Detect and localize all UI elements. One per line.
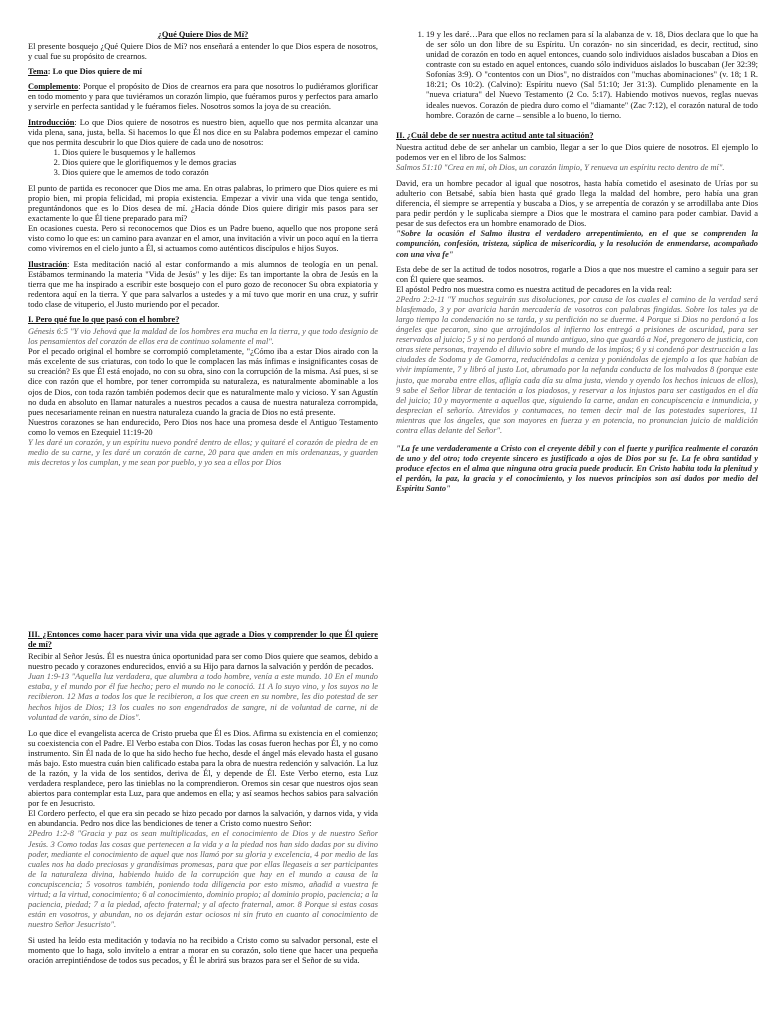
section3-quote-2: 2Pedro 1:2-8 "Gracia y paz os sean multiplicadas, en el conocimiento de Dios y de nuestro Señor Jesús. 3 Como todas las cosas que pertenecen a la vida y a la piedad nos han sido dadas por su divino poder, mediante el conocimiento de aquel que nos llamó por su gloria y excelencia, 4 por medio de las cuales nos ha dado preciosas y grandísimas promesas, para que por ellas llegaseis a ser participantes de la naturaleza divina, habiendo huido de la corrupción que hay en el mundo a causa de la concupiscencia; 5 vosotros también, poniendo toda diligencia por esto mismo, añadid a vuestra fe virtud; a la virtud, conocimiento; 6 al conocimiento, dominio propio; al dominio propio, paciencia; a la paciencia, piedad; 7 a la piedad, afecto fraternal; y al afecto fraternal, amor. 8 Porque si estas cosas están en vosotros, y abundan, no os dejarán estar ociosos ni sin fruto en cuanto al conocimiento de nuestro Señor Jesucristo". bbox=[28, 829, 378, 930]
section2-heading: II. ¿Cuál debe de ser nuestra actitud ante tal situación? bbox=[396, 130, 594, 140]
section3-final-paragraph: Si usted ha leído esta meditación y todavía no ha recibido a Cristo como su salvador personal, este el momento que lo haga, solo invítelo a entrar a morar en su corazón, solo tiene que hacer una pequeña oración arrepintiéndose de todos sus pecados, y Él le abrirá sus brazos para ser el Señor de su vida. bbox=[28, 936, 378, 966]
section3-cordero-paragraph: El Cordero perfecto, el que era sin pecado se hizo pecado por darnos la salvación, y darnos vida, y vida en abundancia. Pedro nos dice las bendiciones de tener a Cristo como nuestro Señor: bbox=[28, 809, 378, 829]
section2-intro: Nuestra actitud debe de ser anhelar un cambio, llegar a ser lo que Dios quiere de nosotros. El ejemplo lo podemos ver en el libro de los Salmos: bbox=[396, 142, 758, 162]
tema-text: : Lo que Dios quiere de mí bbox=[47, 67, 143, 77]
section2-actitud-paragraph: Esta debe de ser la actitud de todos nosotros, rogarle a Dios a que nos muestre el camino a seguir para ser con Él quiere que seamos. bbox=[396, 264, 758, 284]
section3-heading: III. ¿Entonces como hacer para vivir una vida que agrade a Dios y comprender lo que Él quiere de mí? bbox=[28, 630, 378, 650]
list-item: 3. Dios quiere que le amemos de todo corazón bbox=[62, 168, 378, 178]
punto-paragraph: El punto de partida es reconocer que Dios me ama. En otras palabras, lo primero que Dios quiere es mi propio bien, mi propia felicidad, mi propia existencia. Empezar a vivir una vida que tenga sentido, preguntándonos que es lo Dios desea de mí. ¿Hacia dónde Dios quiere dirigir mis pasos para ser exactamente lo que Él tiene preparado para mí? bbox=[28, 184, 378, 224]
section3-evangelista-paragraph: Lo que dice el evangelista acerca de Cristo prueba que Él es Dios. Afirma su existencia en el comienzo; su coexistencia con el Padre. El Verbo estaba con Dios. Todas las cosas fueron hechas por Él, y no como instrumento. Sin Él nada de lo que ha sido hecho fue hecho, desde el ángel más elevado hasta el gusano más bajo. Esto muestra cuán bien calificado estaba para la obra de nuestra redención y salvación. La luz de la razón, y la vida de los sentidos, deriva de Él, y depende de Él. Este Verbo eterno, esta Luz verdadera resplandece, pero las tinieblas no la comprendieron. Oremos sin cesar que nuestros ojos sean abiertos para contemplar esta Luz, para que andemos en ella; y así seamos hechos sabios para salvación por fe en Jesucristo. bbox=[28, 728, 378, 809]
section2-david-paragraph: David, era un hombre pecador al igual que nosotros, hasta había cometido el asesinato de Urías por su adulterio con Betsabé, sabía bien hasta qué grado llega la maldad del hombre, pero había una gran diferencia, él siempre se arrepentía y buscaba a Dios, y se arrepentía de corazón y se arrodillaba ante Dios para pedir perdón y le suplicaba siempre a Dios que le mostrara el camino para poder cambiar. David a pesar de sus defectos era un hombre enamorado de Dios. bbox=[396, 179, 758, 229]
section1-paragraph-1: Por el pecado original el hombre se corrompió completamente, "¿Cómo iba a estar Dios airado con la más excelente de sus criaturas, con todo lo que le complacen las más ínfimas e insignificantes cosas de su creación? Es que Él está enojado, no con su obra, sino con la corrupción de la misma. Así pues, si se dice con razón que el hombre, por tener corrompida su naturaleza, es naturalmente abominable a los ojos de Dios, con toda razón también podemos decir que es naturalmente malo y vicioso. Y san Agustín no duda en absoluto en llamar naturales a nuestros pecados a causa de nuestra naturaleza corrompida, pues necesariamente reinan en nuestra naturaleza cuando la gracia de Dios no está presente. bbox=[28, 347, 378, 417]
bottom-column bbox=[28, 628, 378, 1020]
section2-quote-3: 2Pedro 2:2-11 "Y muchos seguirán sus disoluciones, por causa de los cuales el camino de la verdad será blasfemado, 3 y por avaricia harán mercadería de vosotros con palabras fingidas. Sobre los tales ya de largo tiempo la condenación no se tarda, y su perdición no se duerme. 4 Porque si Dios no perdonó a los ángeles que pecaron, sino que arrojándolos al infierno los entregó a prisiones de oscuridad, para ser reservados al juicio; 5 y si no perdonó al mundo antiguo, sino que guardó a Noé, pregonero de justicia, con otras siete personas, trayendo el diluvio sobre el mundo de los impíos; 6 y si condenó por destrucción a las ciudades de Sodoma y de Gomorra, reduciéndolas a ceniza y poniéndolas de ejemplo a los que habían de vivir impíamente, 7 y libró al justo Lot, abrumado por la nefanda conducta de los malvados 8 (porque este justo, que moraba entre ellos, afligía cada día su alma justa, viendo y oyendo los hechos inicuos de ellos), 9 sabe el Señor librar de tentación a los piadosos, y reservar a los injustos para ser castigados en el día del juicio; 10 y mayormente a aquellos que, siguiendo la carne, andan en concupiscencia e inmundicia, y desprecian el señorío. Atrevidos y contumaces, no temen decir mal de las potestades superiores, 11 mientras que los ángeles, que son mayores en fuerza y en potencia, no pronuncian juicio de maldición contra ellas delante del Señor". bbox=[396, 294, 758, 435]
commentary-list bbox=[396, 30, 758, 121]
section1-quote: Génesis 6:5 "Y vio Jehová que la maldad de los hombres era mucha en la tierra, y que todo designio de los pensamientos del corazón de ellos era de continuo solamente el mal". bbox=[28, 327, 378, 347]
right-column bbox=[396, 30, 758, 610]
section1-paragraph-2: Nuestros corazones se han endurecido, Pero Dios nos hace una promesa desde el Antiguo Testamento como lo vemos en Ezequiel 11:19-20 bbox=[28, 417, 378, 437]
commentary-item: 1. 19 y les daré…Para que ellos no reclamen para sí la alabanza de v. 18, Dios declara que lo que ha de ser sólo un don libre de su Espíritu. Un corazón- no sin sinceridad, es decir, rectitud, sino unidad de corazón en todo en aquel entonces, cuando solo individuos aislados buscaban a Dios en contraste con su estado en aquel entonces, cuando sólo individuos aislados lo buscaban (Jer 32:39; Sofonías 3:9). O "contentos con un Dios", no distraídos con "muchas abominaciones" (v. 18; 1 R. 18:21; Os 10:2). (Calvino): Espíritu nuevo (Sal 51:10; Jer 31:3). Cumplido plenamente en la "nueva criatura" del Nuevo Testamento (2 Co. 5:17). Habiendo motivos nuevos, reglas nuevas ideales nuevos. Corazón de piedra duro como el "diamante" (Zac 7:12), el corazón natural de todo hombre. Corazón de carne – sensible a lo bueno, lo tierno. bbox=[426, 30, 758, 121]
page-title: ¿Qué Quiere Dios de Mí? bbox=[157, 30, 249, 39]
left-column bbox=[28, 30, 378, 590]
intro-list bbox=[28, 148, 378, 178]
list-item: 1. Dios quiere le busquemos y le hallemos bbox=[62, 148, 378, 158]
introduccion-label: Introducción bbox=[28, 117, 75, 127]
tema-label: Tema bbox=[28, 67, 48, 77]
section1-heading: I. Pero qué fue lo que pasó con el hombre? bbox=[28, 314, 180, 324]
complemento-paragraph bbox=[28, 82, 378, 112]
ilustracion-text: : Esta meditación nació al estar conformando a mis alumnos de teología en un penal. Estábamos terminando la materia "Vida de Jesús" y les dije: Es tan importante la obra de Jesús en la tierra que me ha inspirado a escribir este bosquejo con el puro gozo de reconocer Su obra expiatoria y redentora aquí en la tierra. Y que para salvarlos a ustedes y a mí tuvo que morir en una cruz, y sufrir todo clase de vituperio, el Justo muriendo por el pecador. bbox=[28, 259, 378, 309]
tema-paragraph bbox=[28, 67, 378, 77]
ocasiones-paragraph: En ocasiones cuesta. Pero si reconocemos que Dios es un Padre bueno, aquello que nos propone será visto como lo que es: un camino para avanzar en el amor, una invitación a vivir un poco aquí en la tierra como viviremos en el cielo junto a Él, si actuamos como auténticos discípulos e hijos Suyos. bbox=[28, 224, 378, 254]
section2-quote-4: "La fe une verdaderamente a Cristo con el creyente débil y con el fuerte y purifica realmente el corazón de uno y del otro; todo creyente sincero es justificado a ojos de Dios por su fe. La fe obra santidad y produce efectos en el alma que ninguna otra gracia puede producir. En Cristo habita toda la plenitud y el perdón, la paz, la gracia y el conocimiento, y los nuevos principios son así dados por medio del Espíritu Santo" bbox=[396, 443, 758, 494]
ilustracion-label: Ilustración bbox=[28, 259, 68, 269]
section2-quote: Salmos 51:10 "Crea en mí, oh Dios, un corazón limpio, Y renueva un espíritu recto dentro de mí". bbox=[396, 162, 725, 172]
introduccion-paragraph bbox=[28, 118, 378, 148]
list-item: 2. Dios quiere que le glorifiquemos y le demos gracias bbox=[62, 158, 378, 168]
introduccion-text: : Lo que Dios quiere de nosotros es nuestro bien, aquello que nos permita alcanzar una vida plena, sana, justa, bella. Si hacemos lo que Él nos dice en su Palabra podemos empezar el camino que nos permita descubrir lo que Dios quiere de cada uno de nosotros: bbox=[28, 117, 378, 147]
section2-pedro-paragraph: El apóstol Pedro nos muestra como es nuestra actitud de pecadores en la vida real: bbox=[396, 284, 672, 294]
complemento-text: : Porque el propósito de Dios de crearnos era para que nosotros lo pudiéramos glorificar en todo momento y para que tuviéramos un corazón limpio, que fuéramos puros y perfectos para amarlo y servirle en perfecta santidad y le fuéramos fieles. Nosotros somos la joya de su creación. bbox=[28, 82, 378, 112]
section1-quote-2: Y les daré un corazón, y un espíritu nuevo pondré dentro de ellos; y quitaré el corazón de piedra de en medio de su carne, y les daré un corazón de carne, 20 para que anden en mis ordenanzas, y guarden mis decretos y los cumplan, y me sean por pueblo, y yo sea a ellos por Dios bbox=[28, 437, 378, 468]
section3-intro: Recibir al Señor Jesús. Él es nuestra única oportunidad para ser como Dios quiere que seamos, debido a nuestro pecado y corazones endurecidos, envió a su Hijo para darnos la salvación y perdón de pecados. bbox=[28, 652, 378, 672]
intro-paragraph: El presente bosquejo ¿Qué Quiere Dios de Mí? nos enseñará a entender lo que Dios espera de nosotros, y cual fue su propósito de crearnos. bbox=[28, 42, 378, 62]
section2-quote-2: "Sobre la ocasión el Salmo ilustra el verdadero arrepentimiento, en el que se comprenden la compunción, confesión, tristeza, súplica de misericordia, y la resolución de enmendarse, acompañado con una viva fe" bbox=[396, 229, 758, 259]
section3-quote: Juan 1:9-13 "Aquella luz verdadera, que alumbra a todo hombre, venía a este mundo. 10 En el mundo estaba, y el mundo por él fue hecho; pero el mundo no le conoció. 11 A lo suyo vino, y los suyos no le recibieron. 12 Mas a todos los que le recibieron, a los que creen en su nombre, les dio potestad de ser hechos hijos de Dios; 13 los cuales no son engendrados de sangre, ni de voluntad de carne, ni de voluntad de varón, sino de Dios". bbox=[28, 672, 378, 722]
ilustracion-paragraph bbox=[28, 260, 378, 310]
complemento-label: Complemento bbox=[28, 82, 79, 92]
